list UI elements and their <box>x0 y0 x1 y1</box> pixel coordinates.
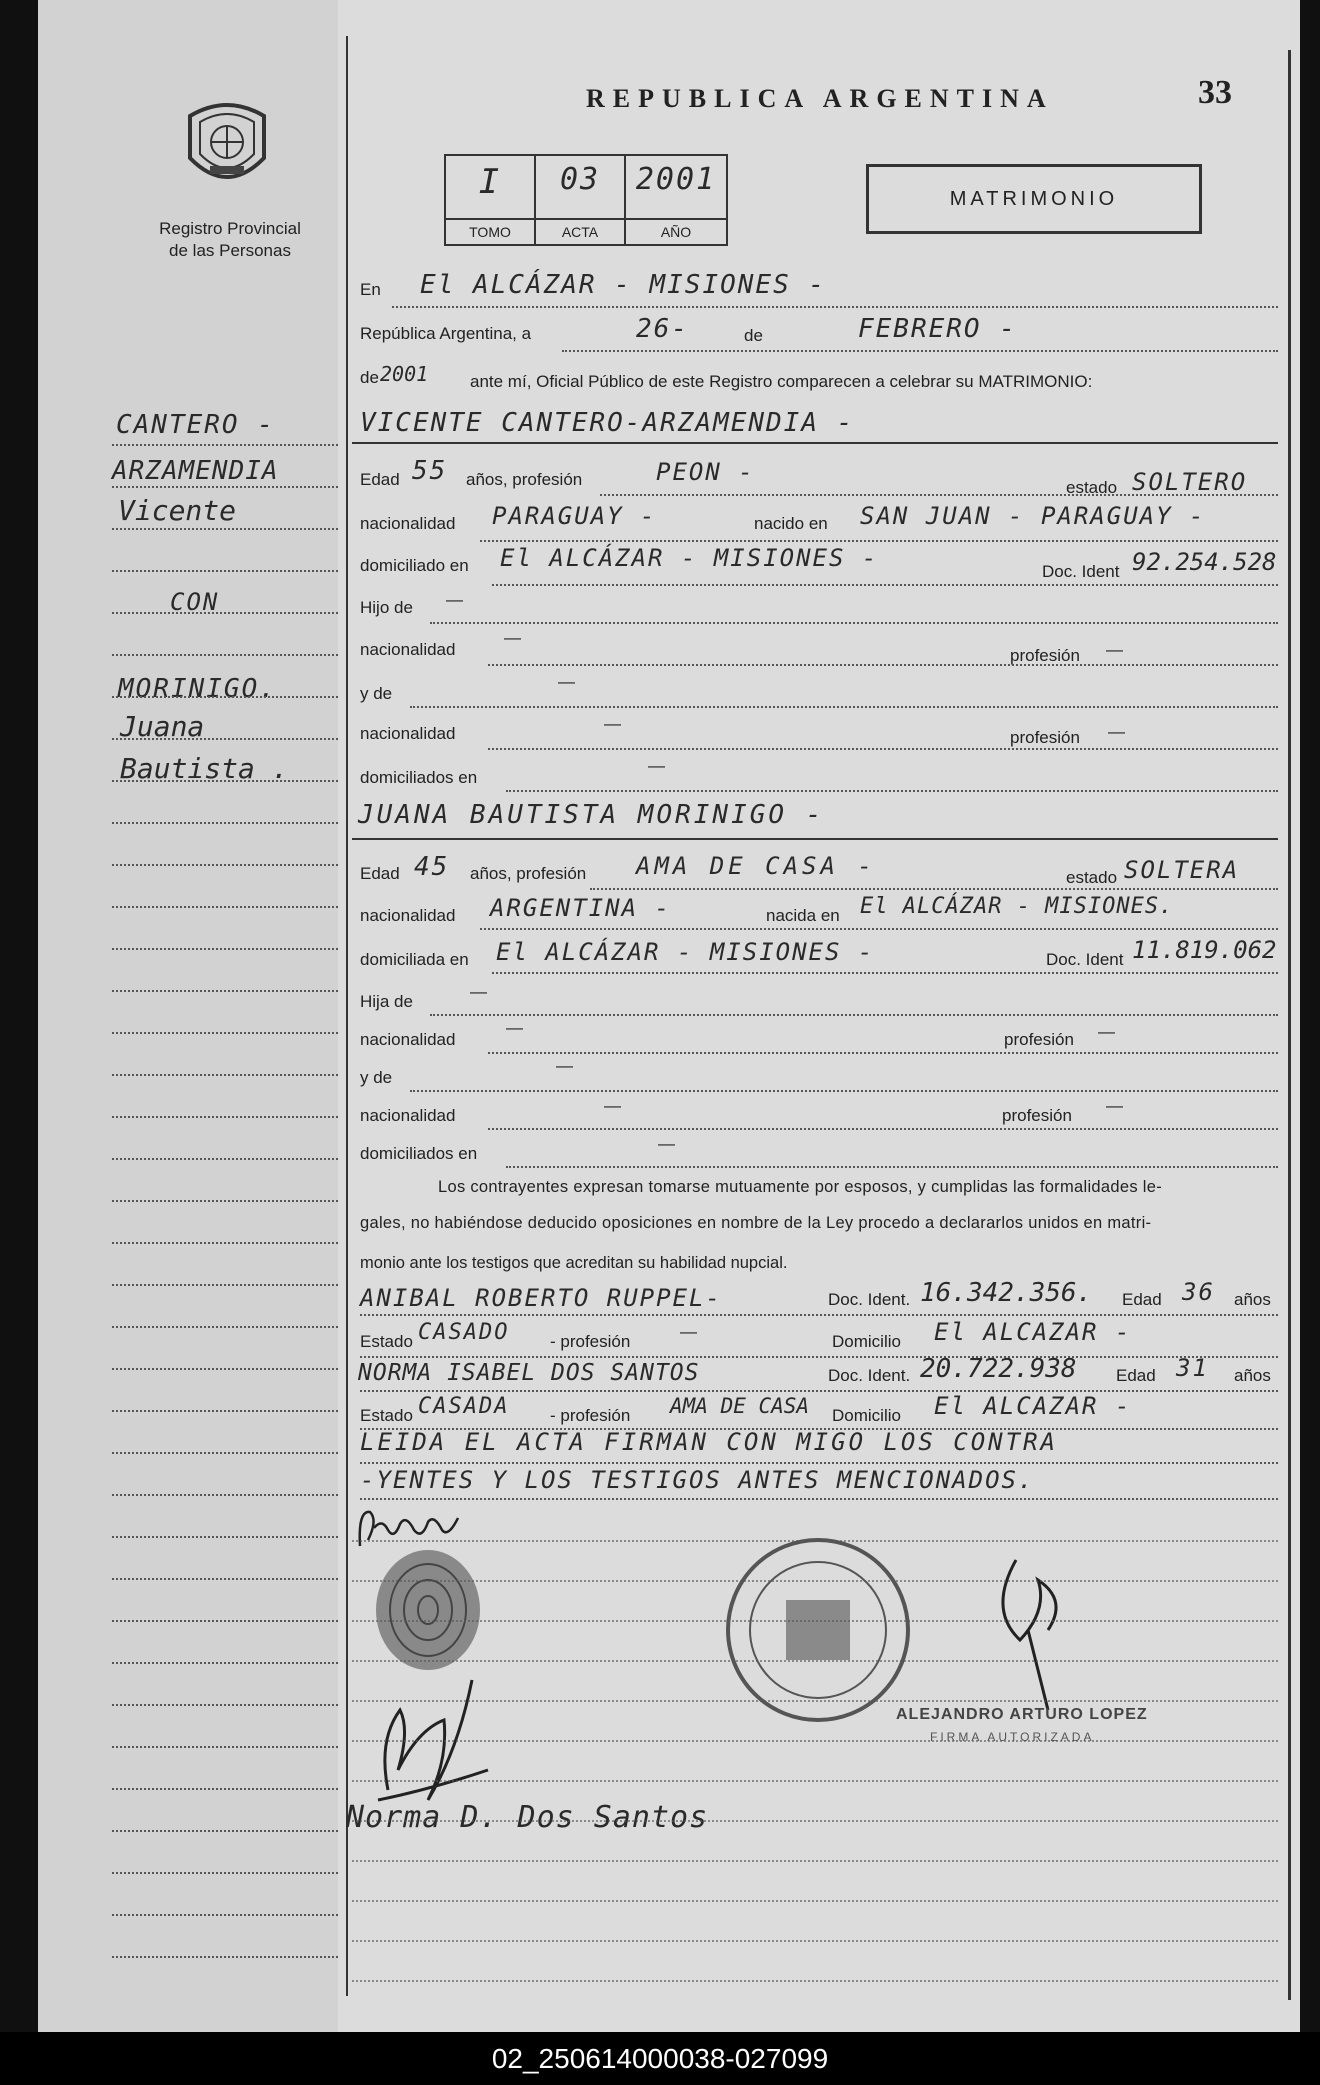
margin-rule <box>112 1326 338 1328</box>
bride-name: JUANA BAUTISTA MORINIGO - <box>358 800 825 830</box>
marriage-day: 26- <box>636 314 689 344</box>
witness2-name: NORMA ISABEL DOS SANTOS <box>358 1360 700 1386</box>
groom-yde-label: y de <box>360 684 393 703</box>
groom-name: VICENTE CANTERO-ARZAMENDIA - <box>360 408 855 438</box>
marriage-year: 2001 <box>380 362 429 386</box>
bride-mother-nationality: — <box>604 1096 621 1115</box>
groom-birthplace: SAN JUAN - PARAGUAY - <box>860 502 1206 530</box>
groom-age: 55 <box>412 456 448 486</box>
bride-doc-label: Doc. Ident <box>1046 950 1124 969</box>
margin-rule <box>112 864 338 866</box>
margin-rule <box>112 570 338 572</box>
witness2-signature: Norma D. Dos Santos <box>346 1800 709 1835</box>
witness2-doc-label: Doc. Ident. <box>828 1366 911 1385</box>
bride-mother-nac-line <box>488 1128 1278 1130</box>
witness1-doc-label: Doc. Ident. <box>828 1290 911 1309</box>
ano-cell <box>626 156 726 244</box>
bride-estado-label: estado <box>1066 868 1118 887</box>
margin-rule <box>112 1410 338 1412</box>
ano-label: AÑO <box>626 218 726 244</box>
tomo-cell <box>446 156 536 244</box>
margin-line6: Juana <box>120 710 205 743</box>
witness2-civil-status: CASADA <box>418 1394 510 1419</box>
witness1-civil-status: CASADO <box>418 1320 510 1345</box>
groom-profession: PEON - <box>656 458 755 486</box>
groom-mother: — <box>558 672 575 691</box>
groom-parents-line <box>506 790 1278 792</box>
witness1-prof-label: - profesión <box>550 1332 631 1351</box>
registry-stamp-icon <box>728 1540 908 1720</box>
groom-nac-label: nacionalidad <box>360 514 456 533</box>
margin-rule <box>112 1620 338 1622</box>
groom-mother-profession: — <box>1108 722 1125 741</box>
margin-rule <box>112 822 338 824</box>
officer-signature <box>1003 1560 1056 1710</box>
margin-rule <box>112 1914 338 1916</box>
declaration-line2: gales, no habiéndose deducido oposiciones en nombre de la Ley procedo a declararlos unidos en matri- <box>360 1214 1152 1232</box>
groom-mother-prof-label: profesión <box>1010 728 1080 747</box>
witness2-edad-label: Edad <box>1116 1366 1156 1385</box>
tomo-value: I <box>478 162 502 202</box>
margin-rule <box>112 1704 338 1706</box>
de-label: de <box>744 326 763 345</box>
groom-parents-dom-label: domiciliados en <box>360 768 478 787</box>
groom-edad-label: Edad <box>360 470 400 489</box>
bride-mother-prof-label: profesión <box>1002 1106 1072 1125</box>
margin-rule <box>112 654 338 656</box>
margin-rule <box>112 528 338 530</box>
margin-rule <box>112 1578 338 1580</box>
margin-rule <box>112 1662 338 1664</box>
margin-rule <box>112 990 338 992</box>
margin-rule <box>112 1032 338 1034</box>
closing-line2: -YENTES Y LOS TESTIGOS ANTES MENCIONADOS. <box>360 1466 1035 1494</box>
bride-father-nac-label: nacionalidad <box>360 1030 456 1049</box>
bride-hija-line <box>430 1014 1278 1016</box>
bride-edad-label: Edad <box>360 864 400 883</box>
margin-line5: MORINIGO. <box>118 674 277 704</box>
signature-rule <box>352 1620 1278 1622</box>
witness1-line2 <box>360 1356 1278 1358</box>
margin-rule <box>112 1158 338 1160</box>
groom-estado-label: estado <box>1066 478 1118 497</box>
ano-value: 2001 <box>635 162 717 197</box>
bride-dom-label: domiciliada en <box>360 950 469 969</box>
groom-father: — <box>446 590 463 609</box>
bride-age: 45 <box>414 852 450 882</box>
witness1-name: ANIBAL ROBERTO RUPPEL- <box>360 1284 722 1312</box>
witness1-edad-label: Edad <box>1122 1290 1162 1309</box>
groom-domicile: El ALCÁZAR - MISIONES - <box>500 544 879 572</box>
witness2-line <box>360 1390 1278 1392</box>
margin-rule <box>112 612 338 614</box>
bride-father-line <box>488 1052 1278 1054</box>
margin-rule <box>112 1116 338 1118</box>
signature-rule <box>352 1860 1278 1862</box>
registry-name <box>140 218 320 262</box>
place-line <box>392 306 1278 308</box>
bride-profession: AMA DE CASA - <box>636 852 876 880</box>
signature-rule <box>352 1580 1278 1582</box>
groom-hijo-label: Hijo de <box>360 598 413 617</box>
margin-line7: Bautista . <box>120 752 289 785</box>
signature-rule <box>352 1740 1278 1742</box>
bride-domicile: El ALCÁZAR - MISIONES - <box>496 938 875 966</box>
groom-dom-label: domiciliado en <box>360 556 469 575</box>
bride-dom-line <box>492 972 1278 974</box>
signature-rule <box>352 1540 1278 1542</box>
witness1-estado-label: Estado <box>360 1332 413 1351</box>
witness1-domicilio-label: Domicilio <box>832 1332 901 1351</box>
groom-dom-line <box>492 584 1278 586</box>
witness2-age: 31 <box>1176 1354 1209 1382</box>
republic-label: República Argentina, a <box>360 324 532 343</box>
margin-line2: ARZAMENDIA <box>112 456 279 486</box>
witness2-doc: 20.722.938 <box>920 1354 1077 1384</box>
thumbprint-icon <box>376 1550 480 1670</box>
footer-id: 02_250614000038-027099 <box>0 2032 1320 2085</box>
document-type-box: MATRIMONIO <box>866 164 1202 234</box>
record-number-box <box>444 154 728 246</box>
bride-parents-dom-label: domiciliados en <box>360 1144 478 1163</box>
bride-parents-line <box>506 1166 1278 1168</box>
bride-doc: 11.819.062 <box>1132 936 1277 964</box>
groom-nac-line <box>480 540 1278 542</box>
witness2-profession: AMA DE CASA <box>670 1394 810 1418</box>
closing-line1-rule <box>360 1462 1278 1464</box>
witness1-domicile: El ALCAZAR - <box>934 1318 1132 1346</box>
bride-mother-profession: — <box>1106 1096 1123 1115</box>
bride-birthplace: El ALCÁZAR - MISIONES. <box>860 894 1174 919</box>
margin-line1: CANTERO - <box>116 410 275 440</box>
intro-text: ante mí, Oficial Público de este Registro comparecen a celebrar su MATRIMONIO: <box>470 372 1093 391</box>
groom-father-profession: — <box>1106 640 1123 659</box>
signature-rule <box>352 1980 1278 1982</box>
witness1-age: 36 <box>1182 1278 1215 1306</box>
signature-rule <box>352 1700 1278 1702</box>
groom-hijo-line <box>430 622 1278 624</box>
bride-mother-line <box>410 1090 1278 1092</box>
groom-mother-line <box>410 706 1278 708</box>
bride-yde-label: y de <box>360 1068 393 1087</box>
registry-crest-icon <box>180 96 274 196</box>
groom-name-line <box>352 442 1278 444</box>
marriage-month: FEBRERO - <box>858 314 1017 344</box>
margin-rule <box>112 1872 338 1874</box>
bride-parents-domicile: — <box>658 1134 675 1153</box>
declaration-line1: Los contrayentes expresan tomarse mutuamente por esposos, y cumplidas las formalidades le- <box>438 1178 1163 1196</box>
margin-rule <box>112 1368 338 1370</box>
margin-rule <box>112 1200 338 1202</box>
groom-doc-label: Doc. Ident <box>1042 562 1120 581</box>
page-number: 33 <box>1198 74 1232 111</box>
acta-cell <box>536 156 626 244</box>
groom-nationality: PARAGUAY - <box>492 502 657 530</box>
margin-rule <box>112 948 338 950</box>
marriage-place: El ALCÁZAR - MISIONES - <box>420 270 827 300</box>
closing-line1: LEIDA EL ACTA FIRMAN CON MIGO LOS CONTRA <box>360 1428 1058 1456</box>
witness1-doc: 16.342.356. <box>920 1278 1093 1308</box>
margin-rule <box>112 906 338 908</box>
acta-label: ACTA <box>536 218 624 244</box>
margin-rule <box>112 1074 338 1076</box>
witness2-prof-label: - profesión <box>550 1406 631 1425</box>
date-line <box>562 350 1278 352</box>
page-title: REPUBLICA ARGENTINA <box>586 84 1054 113</box>
bride-father-profession: — <box>1098 1022 1115 1041</box>
signature-rule <box>352 1780 1278 1782</box>
groom-mother-nac-line <box>488 748 1278 750</box>
signature-rule <box>352 1940 1278 1942</box>
year-prefix: de <box>360 368 379 387</box>
officer-name-stamp: ALEJANDRO ARTURO LOPEZ <box>896 1706 1148 1723</box>
groom-anos-label: años, profesión <box>466 470 583 489</box>
margin-line3: Vicente <box>118 494 237 527</box>
witness2-estado-label: Estado <box>360 1406 413 1425</box>
groom-parents-domicile: — <box>648 756 665 775</box>
margin-rule <box>112 738 338 740</box>
en-label: En <box>360 280 381 299</box>
signature-rule <box>352 1900 1278 1902</box>
declaration-line3: monio ante los testigos que acreditan su habilidad nupcial. <box>360 1254 788 1272</box>
witness1-anos-label: años <box>1234 1290 1271 1309</box>
groom-mother-nac-label: nacionalidad <box>360 724 456 743</box>
bride-nac-line <box>480 928 1278 930</box>
groom-father-prof-label: profesión <box>1010 646 1080 665</box>
groom-father-line <box>488 664 1278 666</box>
registry-line2: de las Personas <box>169 241 291 260</box>
groom-edad-line <box>600 494 1278 496</box>
bride-nac-label: nacionalidad <box>360 906 456 925</box>
bride-anos-label: años, profesión <box>470 864 587 883</box>
margin-rule <box>112 1242 338 1244</box>
bride-mother-nac-label: nacionalidad <box>360 1106 456 1125</box>
margin-line4: CON <box>170 588 220 616</box>
witness1-line <box>360 1314 1278 1316</box>
bride-born-label: nacida en <box>766 906 840 925</box>
bride-father-nationality: — <box>506 1018 523 1037</box>
tomo-label: TOMO <box>446 218 534 244</box>
margin-rule <box>112 696 338 698</box>
signature-rule <box>352 1660 1278 1662</box>
margin-rule <box>112 486 338 488</box>
groom-born-label: nacido en <box>754 514 828 533</box>
witness2-domicile: El ALCAZAR - <box>934 1392 1132 1420</box>
groom-father-nac-label: nacionalidad <box>360 640 456 659</box>
margin-rule <box>112 1830 338 1832</box>
witness2-anos-label: años <box>1234 1366 1271 1385</box>
acta-value: 03 <box>559 162 601 197</box>
officer-title-stamp: FIRMA AUTORIZADA <box>930 1730 1095 1744</box>
margin-rule <box>112 1284 338 1286</box>
bride-hija-label: Hija de <box>360 992 413 1011</box>
right-border <box>1288 50 1291 2000</box>
groom-doc: 92.254.528 <box>1132 548 1277 576</box>
groom-father-nationality: — <box>504 628 521 647</box>
bride-nationality: ARGENTINA - <box>490 894 671 922</box>
bride-father-prof-label: profesión <box>1004 1030 1074 1049</box>
groom-mother-nationality: — <box>604 714 621 733</box>
margin-rule <box>112 780 338 782</box>
witness2-domicilio-label: Domicilio <box>832 1406 901 1425</box>
groom-civil-status: SOLTERO <box>1132 468 1248 496</box>
margin-rule <box>112 1452 338 1454</box>
margin-rule <box>112 1956 338 1958</box>
margin-rule <box>112 444 338 446</box>
margin-rule <box>112 1788 338 1790</box>
bride-father: — <box>470 982 487 1001</box>
margin-rule <box>112 1494 338 1496</box>
margin-rule <box>112 1746 338 1748</box>
signature-rule <box>352 1820 1278 1822</box>
bride-civil-status: SOLTERA <box>1124 856 1240 884</box>
margin-rule <box>112 1536 338 1538</box>
margin-column <box>38 0 338 2032</box>
bride-mother: — <box>556 1056 573 1075</box>
bride-edad-line <box>590 888 1278 890</box>
registry-line1: Registro Provincial <box>159 219 301 238</box>
bride-name-line <box>352 838 1278 840</box>
witness1-profession: — <box>680 1322 697 1341</box>
